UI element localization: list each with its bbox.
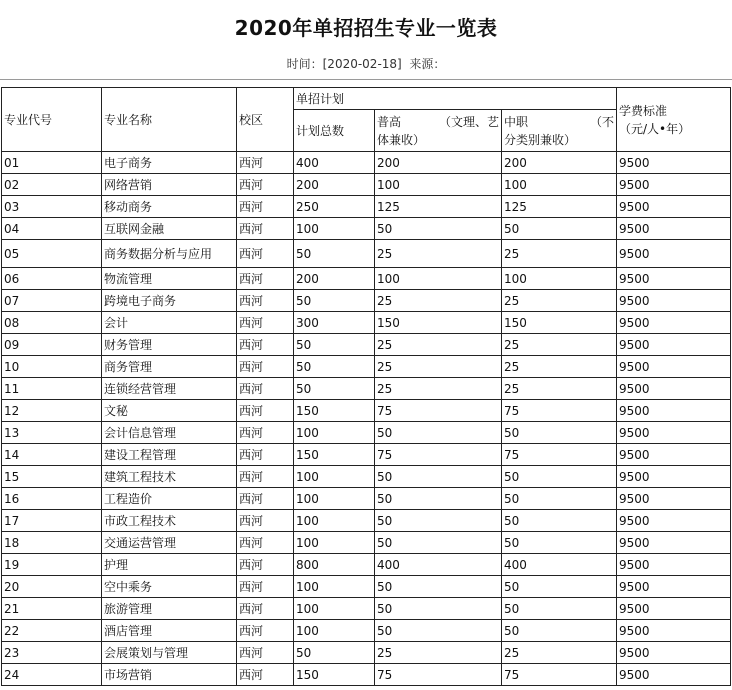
publish-date: [2020-02-18] <box>322 57 402 71</box>
cell-total: 100 <box>294 532 375 554</box>
cell-vocational: 200 <box>502 152 617 174</box>
cell-campus: 西河 <box>237 290 294 312</box>
cell-vocational: 25 <box>502 642 617 664</box>
cell-general: 125 <box>375 196 502 218</box>
cell-campus: 西河 <box>237 664 294 686</box>
header-fee-line1: 学费标准 <box>619 103 668 118</box>
cell-total: 250 <box>294 196 375 218</box>
cell-campus: 西河 <box>237 218 294 240</box>
cell-general: 100 <box>375 174 502 196</box>
cell-code: 11 <box>2 378 102 400</box>
cell-code: 03 <box>2 196 102 218</box>
header-general-a: 普高 <box>377 114 402 129</box>
cell-code: 14 <box>2 444 102 466</box>
cell-total: 300 <box>294 312 375 334</box>
cell-code: 16 <box>2 488 102 510</box>
cell-name: 交通运营管理 <box>102 532 237 554</box>
cell-vocational: 25 <box>502 356 617 378</box>
cell-code: 24 <box>2 664 102 686</box>
cell-campus: 西河 <box>237 378 294 400</box>
table-row <box>2 488 731 510</box>
cell-campus: 西河 <box>237 240 294 268</box>
table-row <box>2 312 731 334</box>
table-row <box>2 290 731 312</box>
cell-campus: 西河 <box>237 400 294 422</box>
table-row <box>2 378 731 400</box>
cell-name: 建筑工程技术 <box>102 466 237 488</box>
cell-name: 市政工程技术 <box>102 510 237 532</box>
cell-general: 50 <box>375 488 502 510</box>
cell-name: 文秘 <box>102 400 237 422</box>
cell-total: 200 <box>294 174 375 196</box>
cell-vocational: 75 <box>502 400 617 422</box>
cell-campus: 西河 <box>237 196 294 218</box>
cell-code: 01 <box>2 152 102 174</box>
cell-total: 50 <box>294 240 375 268</box>
cell-general: 25 <box>375 334 502 356</box>
cell-code: 05 <box>2 240 102 268</box>
cell-total: 800 <box>294 554 375 576</box>
cell-general: 75 <box>375 664 502 686</box>
cell-general: 50 <box>375 532 502 554</box>
cell-general: 25 <box>375 240 502 268</box>
cell-vocational: 50 <box>502 218 617 240</box>
cell-code: 06 <box>2 268 102 290</box>
table-row <box>2 334 731 356</box>
cell-name: 移动商务 <box>102 196 237 218</box>
table-row <box>2 268 731 290</box>
cell-code: 18 <box>2 532 102 554</box>
cell-name: 网络营销 <box>102 174 237 196</box>
cell-vocational: 400 <box>502 554 617 576</box>
cell-code: 23 <box>2 642 102 664</box>
table-row <box>2 174 731 196</box>
cell-fee: 9500 <box>617 620 731 642</box>
cell-vocational: 100 <box>502 174 617 196</box>
cell-name: 会展策划与管理 <box>102 642 237 664</box>
cell-total: 150 <box>294 400 375 422</box>
cell-name: 财务管理 <box>102 334 237 356</box>
table-row <box>2 664 731 686</box>
cell-general: 50 <box>375 620 502 642</box>
cell-total: 400 <box>294 152 375 174</box>
cell-total: 100 <box>294 466 375 488</box>
table-row <box>2 356 731 378</box>
cell-campus: 西河 <box>237 356 294 378</box>
cell-fee: 9500 <box>617 444 731 466</box>
header-code: 专业代号 <box>2 88 102 152</box>
header-fee <box>617 88 731 152</box>
cell-campus: 西河 <box>237 268 294 290</box>
cell-vocational: 25 <box>502 334 617 356</box>
cell-general: 50 <box>375 422 502 444</box>
cell-fee: 9500 <box>617 466 731 488</box>
cell-name: 物流管理 <box>102 268 237 290</box>
cell-total: 100 <box>294 598 375 620</box>
cell-name: 酒店管理 <box>102 620 237 642</box>
divider <box>0 79 732 80</box>
cell-total: 100 <box>294 218 375 240</box>
source-label: 来源： <box>409 57 446 71</box>
majors-table <box>1 87 731 686</box>
table-row <box>2 218 731 240</box>
time-label: 时间： <box>286 57 323 71</box>
table-row <box>2 576 731 598</box>
cell-name: 互联网金融 <box>102 218 237 240</box>
cell-name: 空中乘务 <box>102 576 237 598</box>
cell-vocational: 50 <box>502 576 617 598</box>
cell-code: 04 <box>2 218 102 240</box>
cell-vocational: 75 <box>502 664 617 686</box>
header-vocational-a: 中职 <box>504 114 529 129</box>
cell-name: 电子商务 <box>102 152 237 174</box>
cell-total: 100 <box>294 488 375 510</box>
cell-total: 100 <box>294 510 375 532</box>
cell-fee: 9500 <box>617 334 731 356</box>
cell-code: 12 <box>2 400 102 422</box>
header-plan-total: 计划总数 <box>294 110 375 152</box>
cell-vocational: 50 <box>502 422 617 444</box>
cell-general: 50 <box>375 218 502 240</box>
cell-general: 150 <box>375 312 502 334</box>
cell-vocational: 50 <box>502 510 617 532</box>
cell-total: 50 <box>294 290 375 312</box>
cell-total: 150 <box>294 664 375 686</box>
cell-fee: 9500 <box>617 174 731 196</box>
table-row <box>2 466 731 488</box>
table-row <box>2 620 731 642</box>
cell-campus: 西河 <box>237 620 294 642</box>
cell-total: 50 <box>294 356 375 378</box>
header-campus: 校区 <box>237 88 294 152</box>
cell-fee: 9500 <box>617 240 731 268</box>
cell-general: 25 <box>375 290 502 312</box>
cell-code: 15 <box>2 466 102 488</box>
cell-total: 50 <box>294 642 375 664</box>
cell-vocational: 50 <box>502 532 617 554</box>
cell-fee: 9500 <box>617 400 731 422</box>
cell-name: 市场营销 <box>102 664 237 686</box>
cell-general: 25 <box>375 642 502 664</box>
cell-general: 75 <box>375 400 502 422</box>
cell-name: 建设工程管理 <box>102 444 237 466</box>
cell-name: 跨境电子商务 <box>102 290 237 312</box>
meta-line <box>0 55 732 72</box>
cell-vocational: 50 <box>502 488 617 510</box>
cell-fee: 9500 <box>617 312 731 334</box>
cell-campus: 西河 <box>237 510 294 532</box>
header-vocational-c: 分类别兼收） <box>504 132 577 147</box>
table-row <box>2 240 731 268</box>
cell-campus: 西河 <box>237 152 294 174</box>
cell-total: 200 <box>294 268 375 290</box>
header-fee-line2: （元/人•年） <box>619 121 691 136</box>
cell-general: 25 <box>375 378 502 400</box>
cell-vocational: 25 <box>502 290 617 312</box>
cell-campus: 西河 <box>237 642 294 664</box>
cell-vocational: 100 <box>502 268 617 290</box>
table-row <box>2 554 731 576</box>
cell-code: 19 <box>2 554 102 576</box>
cell-vocational: 25 <box>502 240 617 268</box>
cell-code: 21 <box>2 598 102 620</box>
cell-vocational: 50 <box>502 620 617 642</box>
table-row <box>2 196 731 218</box>
cell-campus: 西河 <box>237 598 294 620</box>
cell-fee: 9500 <box>617 356 731 378</box>
cell-campus: 西河 <box>237 334 294 356</box>
cell-name: 会计 <box>102 312 237 334</box>
table-row <box>2 642 731 664</box>
cell-general: 50 <box>375 598 502 620</box>
cell-campus: 西河 <box>237 576 294 598</box>
cell-name: 连锁经营管理 <box>102 378 237 400</box>
header-name: 专业名称 <box>102 88 237 152</box>
table-row <box>2 400 731 422</box>
cell-vocational: 50 <box>502 598 617 620</box>
cell-campus: 西河 <box>237 422 294 444</box>
cell-fee: 9500 <box>617 422 731 444</box>
cell-campus: 西河 <box>237 488 294 510</box>
cell-total: 100 <box>294 422 375 444</box>
cell-vocational: 25 <box>502 378 617 400</box>
cell-name: 工程造价 <box>102 488 237 510</box>
cell-fee: 9500 <box>617 532 731 554</box>
cell-code: 02 <box>2 174 102 196</box>
cell-fee: 9500 <box>617 642 731 664</box>
cell-campus: 西河 <box>237 174 294 196</box>
cell-name: 商务管理 <box>102 356 237 378</box>
cell-fee: 9500 <box>617 196 731 218</box>
cell-fee: 9500 <box>617 152 731 174</box>
header-general-c: 体兼收） <box>377 132 426 147</box>
header-vocational-b: （不 <box>589 114 614 129</box>
cell-campus: 西河 <box>237 444 294 466</box>
page-title: 2020年单招招生专业一览表 <box>234 16 498 40</box>
table-row <box>2 532 731 554</box>
cell-fee: 9500 <box>617 510 731 532</box>
header-general <box>375 110 502 152</box>
cell-general: 75 <box>375 444 502 466</box>
cell-code: 17 <box>2 510 102 532</box>
cell-general: 50 <box>375 510 502 532</box>
cell-general: 50 <box>375 576 502 598</box>
cell-code: 13 <box>2 422 102 444</box>
cell-code: 10 <box>2 356 102 378</box>
header-general-b: （文理、艺 <box>438 114 499 129</box>
cell-fee: 9500 <box>617 378 731 400</box>
cell-code: 07 <box>2 290 102 312</box>
cell-total: 150 <box>294 444 375 466</box>
cell-name: 旅游管理 <box>102 598 237 620</box>
cell-fee: 9500 <box>617 576 731 598</box>
cell-general: 25 <box>375 356 502 378</box>
cell-total: 100 <box>294 620 375 642</box>
cell-fee: 9500 <box>617 290 731 312</box>
cell-code: 08 <box>2 312 102 334</box>
cell-campus: 西河 <box>237 312 294 334</box>
cell-general: 200 <box>375 152 502 174</box>
table-row <box>2 422 731 444</box>
cell-code: 20 <box>2 576 102 598</box>
cell-campus: 西河 <box>237 554 294 576</box>
cell-general: 100 <box>375 268 502 290</box>
cell-name: 商务数据分析与应用 <box>102 240 237 268</box>
cell-total: 100 <box>294 576 375 598</box>
cell-fee: 9500 <box>617 664 731 686</box>
cell-name: 会计信息管理 <box>102 422 237 444</box>
cell-fee: 9500 <box>617 554 731 576</box>
table-row <box>2 152 731 174</box>
cell-code: 22 <box>2 620 102 642</box>
cell-vocational: 75 <box>502 444 617 466</box>
header-row <box>2 88 731 110</box>
table-row <box>2 510 731 532</box>
cell-fee: 9500 <box>617 218 731 240</box>
cell-vocational: 150 <box>502 312 617 334</box>
cell-campus: 西河 <box>237 532 294 554</box>
header-vocational <box>502 110 617 152</box>
cell-code: 09 <box>2 334 102 356</box>
cell-fee: 9500 <box>617 598 731 620</box>
cell-fee: 9500 <box>617 268 731 290</box>
cell-vocational: 50 <box>502 466 617 488</box>
cell-total: 50 <box>294 334 375 356</box>
table-row <box>2 444 731 466</box>
cell-fee: 9500 <box>617 488 731 510</box>
cell-general: 400 <box>375 554 502 576</box>
cell-vocational: 125 <box>502 196 617 218</box>
cell-name: 护理 <box>102 554 237 576</box>
header-plan-group: 单招计划 <box>294 88 617 110</box>
table-row <box>2 598 731 620</box>
cell-general: 50 <box>375 466 502 488</box>
cell-campus: 西河 <box>237 466 294 488</box>
cell-total: 50 <box>294 378 375 400</box>
